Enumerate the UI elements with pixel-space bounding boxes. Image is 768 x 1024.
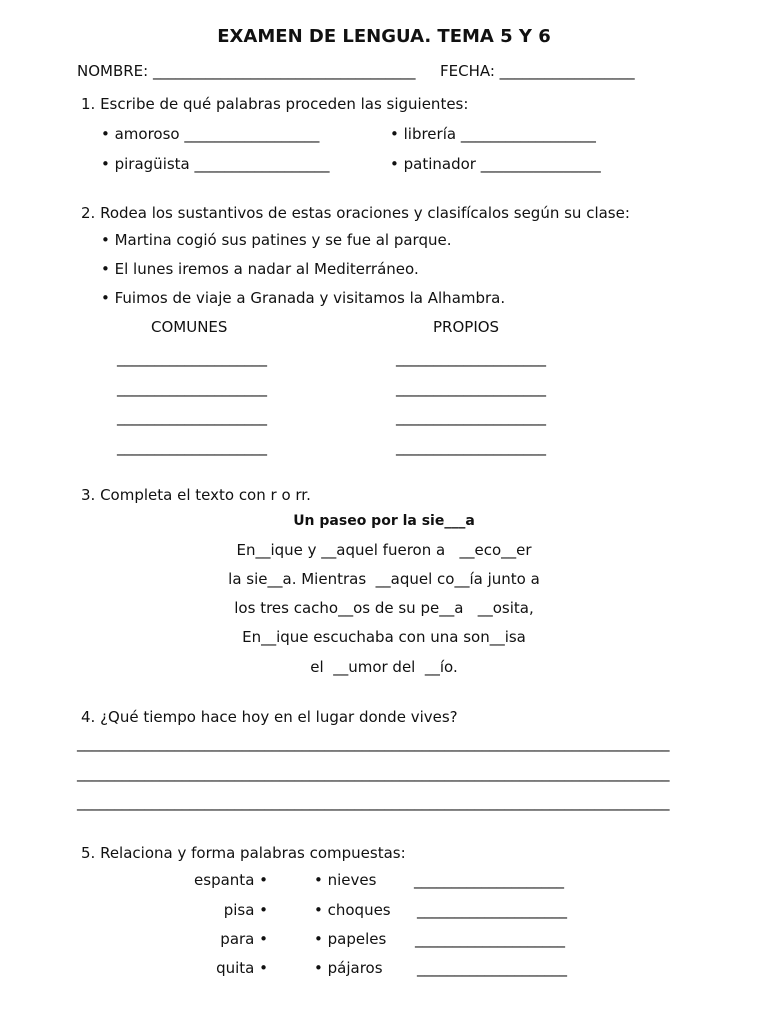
q1-item-piraguista: • piragüista __________________ xyxy=(101,155,330,173)
q3-question: 3. Completa el texto con r o rr. xyxy=(81,486,311,504)
propios-blank: ____________________ xyxy=(396,379,546,397)
q5-right-word: • papeles xyxy=(314,930,387,948)
q4-answer-line: _______________________________________________________________________________ xyxy=(77,764,670,782)
q4-answer-line: _______________________________________________________________________________ xyxy=(77,793,670,811)
q3-text-line: En__ique escuchaba con una son__isa xyxy=(242,628,526,646)
comunes-blank: ____________________ xyxy=(117,379,267,397)
q3-text-line: el __umor del __ío. xyxy=(310,658,458,676)
q5-right-word: • choques xyxy=(314,901,391,919)
q5-left-word: quita • xyxy=(216,959,268,977)
q1-question: 1. Escribe de qué palabras proceden las siguientes: xyxy=(81,95,469,113)
q4-answer-line: _______________________________________________________________________________ xyxy=(77,734,670,752)
q5-left-word: para • xyxy=(220,930,268,948)
page-title: EXAMEN DE LENGUA. TEMA 5 Y 6 xyxy=(217,26,551,47)
q5-right-word: • nieves xyxy=(314,871,377,889)
comunes-blank: ____________________ xyxy=(117,438,267,456)
q5-answer-blank: ____________________ xyxy=(417,959,567,977)
q5-left-word: espanta • xyxy=(194,871,268,889)
q2-sentence: • El lunes iremos a nadar al Mediterráneo. xyxy=(101,260,419,278)
q1-item-amoroso: • amoroso __________________ xyxy=(101,125,320,143)
q5-answer-blank: ____________________ xyxy=(417,901,567,919)
q2-sentence: • Martina cogió sus patines y se fue al parque. xyxy=(101,231,452,249)
q2-sentence: • Fuimos de viaje a Granada y visitamos la Alhambra. xyxy=(101,289,506,307)
q5-question: 5. Relaciona y forma palabras compuestas: xyxy=(81,844,406,862)
propios-blank: ____________________ xyxy=(396,408,546,426)
q5-right-word: • pájaros xyxy=(314,959,383,977)
q5-answer-blank: ____________________ xyxy=(415,930,565,948)
propios-blank: ____________________ xyxy=(396,349,546,367)
q3-text-line: la sie__a. Mientras __aquel co__ía junto a xyxy=(228,570,540,588)
q3-text-line: los tres cacho__os de su pe__a __osita, xyxy=(234,599,534,617)
q3-text-line: En__ique y __aquel fueron a __eco__er xyxy=(236,541,532,559)
fecha-field: FECHA: __________________ xyxy=(440,62,635,80)
q2-question: 2. Rodea los sustantivos de estas oraciones y clasifícalos según su clase: xyxy=(81,204,630,222)
comunes-heading: COMUNES xyxy=(151,318,228,336)
q1-item-libreria: • librería __________________ xyxy=(390,125,596,143)
q1-item-patinador: • patinador ________________ xyxy=(390,155,601,173)
q5-answer-blank: ____________________ xyxy=(414,871,564,889)
comunes-blank: ____________________ xyxy=(117,408,267,426)
q4-question: 4. ¿Qué tiempo hace hoy en el lugar donde vives? xyxy=(81,708,458,726)
propios-heading: PROPIOS xyxy=(433,318,500,336)
nombre-field: NOMBRE: ___________________________________ xyxy=(77,62,416,80)
comunes-blank: ____________________ xyxy=(117,349,267,367)
q3-text-title: Un paseo por la sie___a xyxy=(293,513,475,529)
q5-left-word: pisa • xyxy=(223,901,268,919)
propios-blank: ____________________ xyxy=(396,438,546,456)
